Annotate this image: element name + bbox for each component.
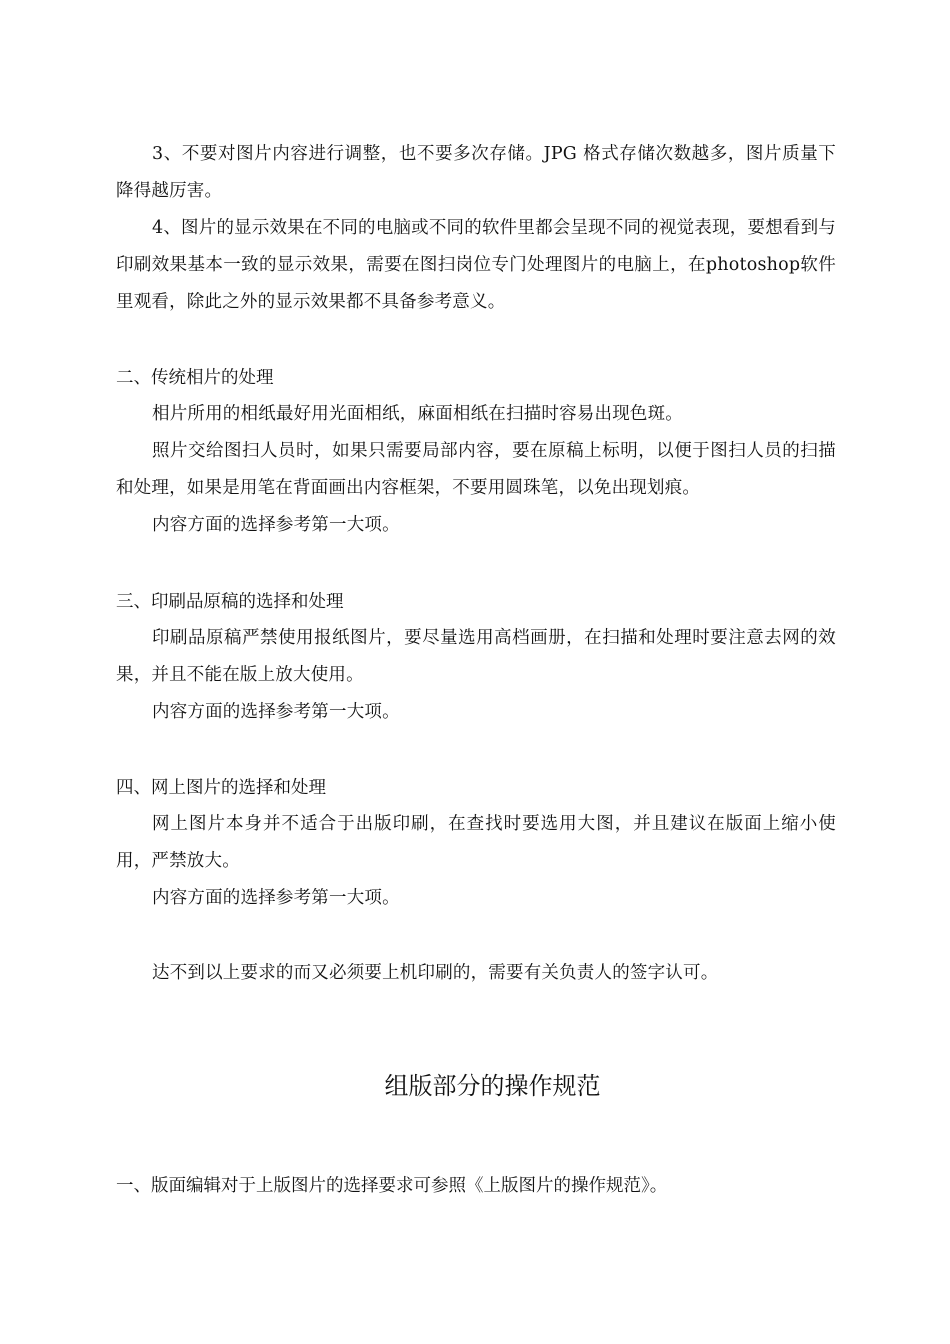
paragraph-item-3: 3、不要对图片内容进行调整，也不要多次存储。JPG 格式存储次数越多，图片质量下降得越厉害。 <box>116 144 836 201</box>
section2-paragraph-3: 内容方面的选择参考第一大项。 <box>152 515 400 535</box>
part-section-heading-1: 一、版面编辑对于上版图片的选择要求可参照《上版图片的操作规范》。 <box>116 1176 668 1196</box>
section2-paragraph-1: 相片所用的相纸最好用光面相纸，麻面相纸在扫描时容易出现色斑。 <box>152 404 683 424</box>
section2-paragraph-2: 照片交给图扫人员时，如果只需要局部内容，要在原稿上标明，以便于图扫人员的扫描和处理，如果是用笔在背面画出内容框架，不要用圆珠笔，以免出现划痕。 <box>116 441 836 498</box>
closing-paragraph: 达不到以上要求的而又必须要上机印刷的，需要有关负责人的签字认可。 <box>152 963 719 983</box>
section4-paragraph-2: 内容方面的选择参考第一大项。 <box>152 888 400 908</box>
paragraph-item-4: 4、图片的显示效果在不同的电脑或不同的软件里都会呈现不同的视觉表现，要想看到与印刷效果基本一致的显示效果，需要在图扫岗位专门处理图片的电脑上，在photoshop软件里观看，除此之外的显示效果都不具备参考意义。 <box>116 218 836 312</box>
section4-paragraph-1: 网上图片本身并不适合于出版印刷，在查找时要选用大图，并且建议在版面上缩小使用，严禁放大。 <box>116 814 836 871</box>
section-heading-4: 四、网上图片的选择和处理 <box>116 778 326 798</box>
section-heading-2: 二、传统相片的处理 <box>116 368 274 388</box>
section3-paragraph-2: 内容方面的选择参考第一大项。 <box>152 702 400 722</box>
section-heading-3: 三、印刷品原稿的选择和处理 <box>116 592 344 612</box>
part-title: 组版部分的操作规范 <box>384 1072 601 1100</box>
section3-paragraph-1: 印刷品原稿严禁使用报纸图片，要尽量选用高档画册，在扫描和处理时要注意去网的效果，并且不能在版上放大使用。 <box>116 628 836 685</box>
